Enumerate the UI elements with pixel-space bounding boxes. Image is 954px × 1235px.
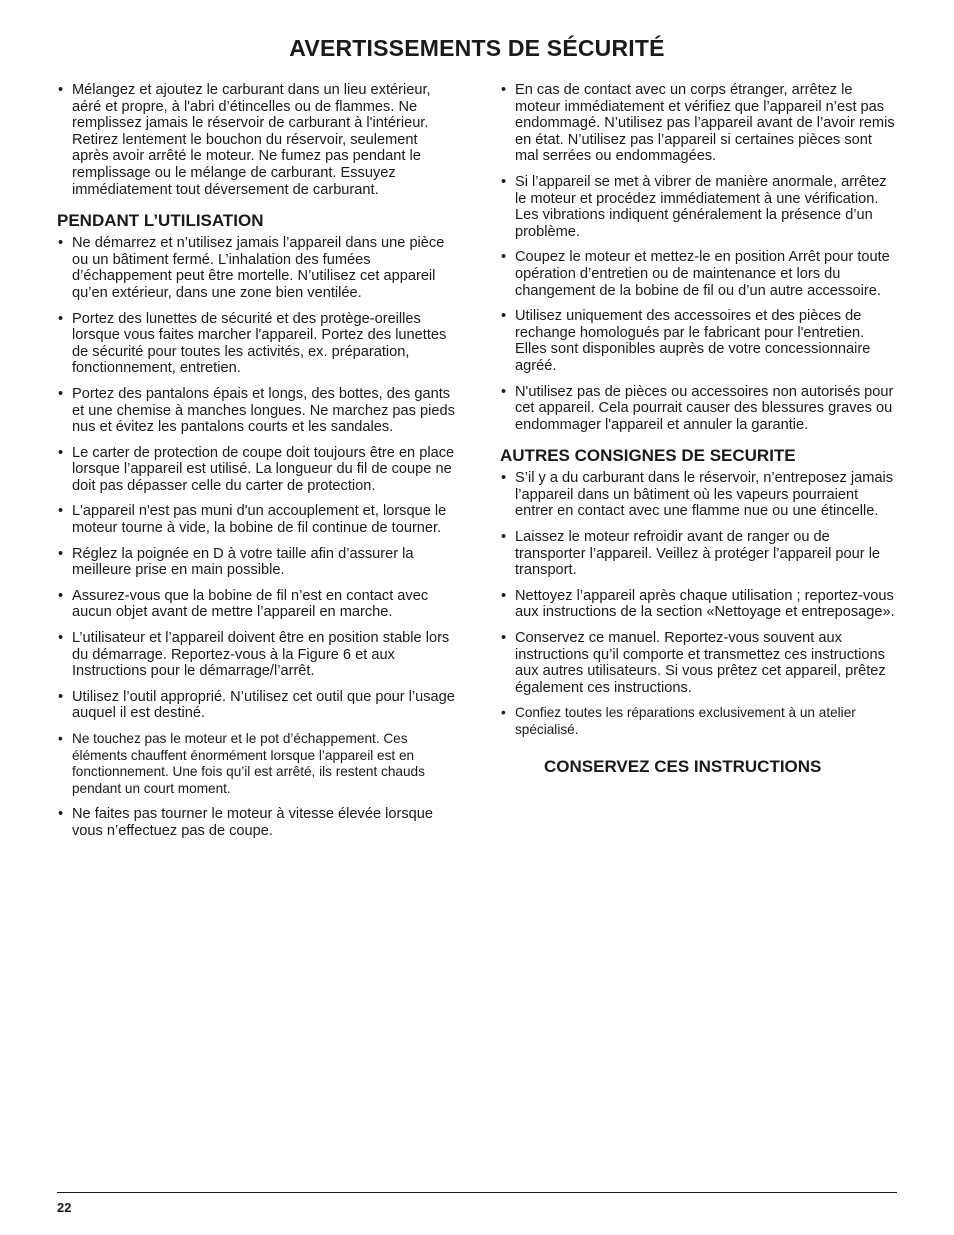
list-item: • Le carter de protection de coupe doit toujours être en place lorsque l’appareil est utilisé. La longueur du fil de coupe ne doit pas dépasser celle du carter de protection. [57, 445, 457, 495]
left-column [57, 82, 457, 849]
usage-warning-list-continued [500, 82, 896, 433]
list-item: • N'utilisez pas de pièces ou accessoires non autorisés pour cet appareil. Cela pourrait causer des blessures graves ou endommager l'appareil et annuler la garantie. [500, 384, 896, 434]
list-item: • Coupez le moteur et mettez-le en position Arrêt pour toute opération d’entretien ou de maintenance et lors du changement de la bobine de fil ou d’un autre accessoire. [500, 249, 896, 299]
section-heading-pendant-utilisation: PENDANT L’UTILISATION [57, 211, 264, 231]
list-item: • Confiez toutes les réparations exclusivement à un atelier spécialisé. [500, 705, 896, 738]
list-item: • Nettoyez l’appareil après chaque utilisation ; reportez-vous aux instructions de la section «Nettoyage et entreposage». [500, 588, 896, 621]
list-item: • En cas de contact avec un corps étranger, arrêtez le moteur immédiatement et vérifiez que l’appareil n’est pas endommagé. N’utilisez pas l’appareil avant de l’avoir remis en état. N’utilisez pas l’appareil si certaines pièces sont mal serrées ou endommagées. [500, 82, 896, 165]
list-item: • Assurez-vous que la bobine de fil n’est en contact avec aucun objet avant de mettre l’appareil en marche. [57, 588, 457, 621]
usage-warning-list [57, 235, 457, 839]
list-item: • S’il y a du carburant dans le réservoir, n’entreposez jamais l’appareil dans un bâtiment où les vapeurs pourraient entrer en contact avec une flamme nue ou une étincelle. [500, 470, 896, 520]
list-item: • Si l’appareil se met à vibrer de manière anormale, arrêtez le moteur et procédez immédiatement à une vérification. Les vibrations indiquent généralement la présence d’un problème. [500, 174, 896, 240]
other-safety-list [500, 470, 896, 738]
list-item: • Portez des pantalons épais et longs, des bottes, des gants et une chemise à manches longues. Ne marchez pas pieds nus et évitez les pantalons courts et les sandales. [57, 386, 457, 436]
list-item: • Utilisez uniquement des accessoires et des pièces de rechange homologués par le fabricant pour l'entretien. Elles sont disponibles auprès de votre concessionnaire agréé. [500, 308, 896, 374]
list-item: • Ne touchez pas le moteur et le pot d’échappement. Ces éléments chauffent énormément lorsque l’appareil est en fonctionnement. Une fois qu’il est arrêté, ils restent chauds pendant un court moment. [57, 731, 457, 797]
list-item: • L’utilisateur et l’appareil doivent être en position stable lors du démarrage. Reportez-vous à la Figure 6 et aux Instructions pour le démarrage/l’arrêt. [57, 630, 457, 680]
list-item: • Laissez le moteur refroidir avant de ranger ou de transporter l’appareil. Veillez à protéger l’appareil pour le transport. [500, 529, 896, 579]
list-item: • Utilisez l’outil approprié. N’utilisez cet outil que pour l’usage auquel il est destiné. [57, 689, 457, 722]
list-item: • Réglez la poignée en D à votre taille afin d’assurer la meilleure prise en main possible. [57, 546, 457, 579]
footer-divider [57, 1192, 897, 1193]
list-item: • Conservez ce manuel. Reportez-vous souvent aux instructions qu’il comporte et transmettez ces instructions aux autres utilisateurs. Si vous prêtez cet appareil, prêtez également ces instructions. [500, 630, 896, 696]
page-title: AVERTISSEMENTS DE SÉCURITÉ [289, 35, 665, 61]
list-item: • L'appareil n'est pas muni d'un accouplement et, lorsque le moteur tourne à vide, la bobine de fil continue de tourner. [57, 503, 457, 536]
list-item: • Ne démarrez et n’utilisez jamais l’appareil dans une pièce ou un bâtiment fermé. L’inhalation des fumées d’échappement peut être mortelle. N’utilisez cet appareil qu’en extérieur, dans une zone bien ventilée. [57, 235, 457, 301]
closing-instruction: CONSERVEZ CES INSTRUCTIONS [544, 756, 822, 776]
list-item: • Portez des lunettes de sécurité et des protège-oreilles lorsque vous faites marcher l'appareil. Portez des lunettes de sécurité pour toutes les activités, ex. préparation, fonctionnement, entretien. [57, 311, 457, 377]
list-item: • Mélangez et ajoutez le carburant dans un lieu extérieur, aéré et propre, à l'abri d’étincelles ou de flammes. Ne remplissez jamais le réservoir de carburant à l'intérieur. Retirez lentement le bouchon du réservoir, seulement après avoir arrêté le moteur. Ne fumez pas pendant le remplissage ou le mélange de carburant. Essuyez immédiatement tout déversement de carburant. [57, 82, 457, 198]
right-column [500, 82, 896, 777]
fuel-warning-list [57, 82, 457, 198]
list-item: • Ne faites pas tourner le moteur à vitesse élevée lorsque vous n’effectuez pas de coupe. [57, 806, 457, 839]
page-number: 22 [57, 1200, 72, 1215]
section-heading-autres-consignes: AUTRES CONSIGNES DE SECURITE [500, 446, 796, 466]
